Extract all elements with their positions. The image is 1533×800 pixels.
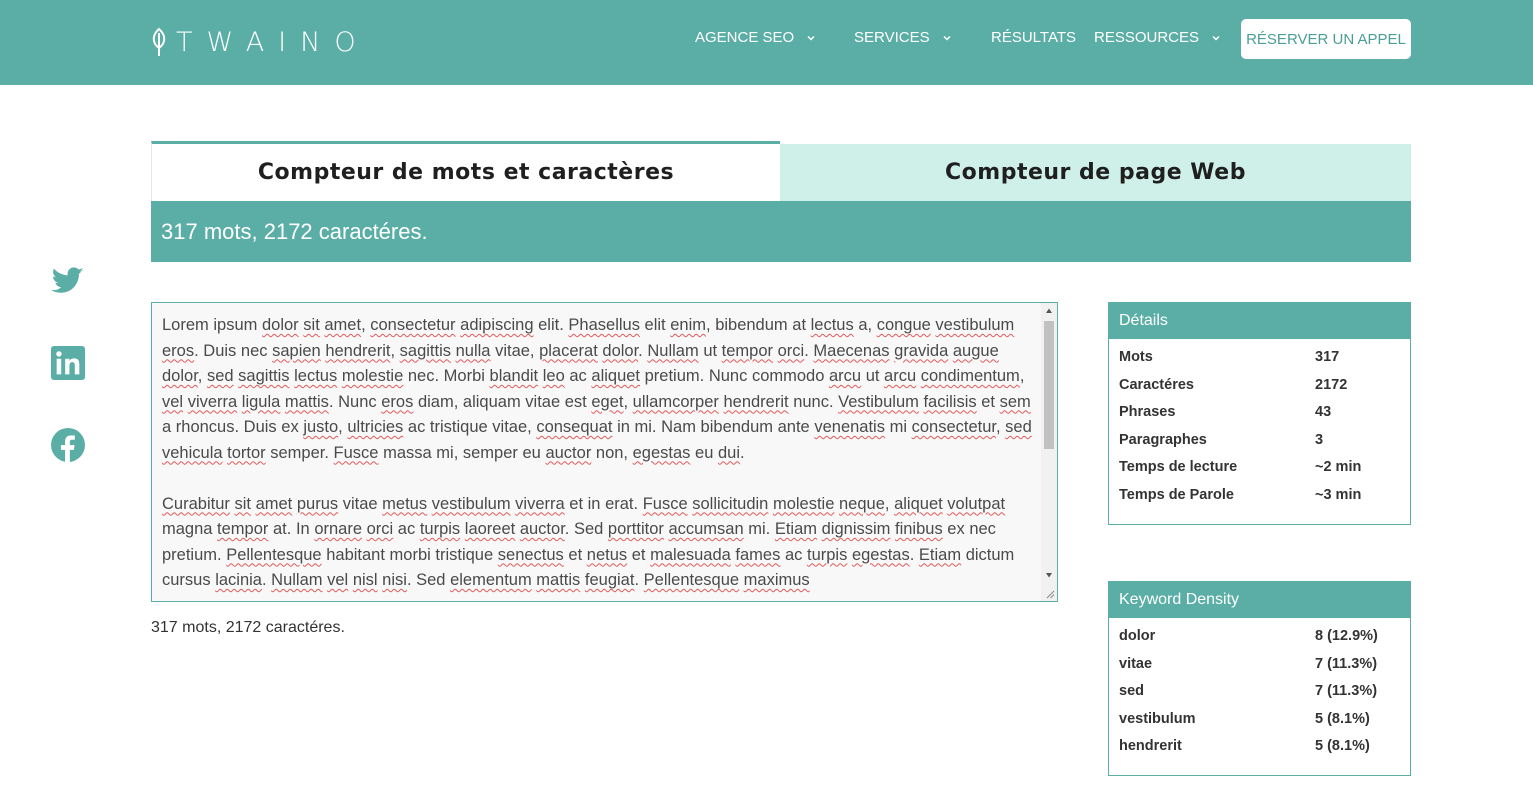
keyword-row — [1109, 650, 1410, 678]
keyword-row-value: 7 (11.3%) — [1315, 655, 1378, 672]
editor-paragraph: Curabitur sit amet purus vitae metus vestibulum viverra et in erat. Fusce sollicitudin molestie neque, aliquet volutpat magna tempor at. In ornare orci ac turpis laoreet auctor. Sed porttitor accumsan mi. Etiam dignissim finibus ex nec pretium. Pellentesque habitant morbi tristique senectus et netus et malesuada fames ac turpis egestas. Etiam dictum cursus lacinia. Nullam vel nisl nisi. Sed elementum mattis feugiat. Pellentesque maximus — [162, 494, 1015, 589]
nav-item-agence-seo[interactable] — [695, 29, 816, 46]
keyword-row — [1109, 677, 1410, 705]
chevron-down-icon — [942, 33, 952, 43]
detail-row — [1109, 453, 1410, 481]
keyword-row — [1109, 732, 1410, 760]
keyword-row-value: 5 (8.1%) — [1315, 738, 1370, 754]
keyword-density-panel — [1108, 581, 1411, 776]
nav-label: AGENCE SEO — [695, 29, 795, 46]
detail-row-label: Mots — [1119, 349, 1153, 365]
nav-item-resultats[interactable] — [991, 29, 1076, 46]
chevron-down-icon — [1211, 33, 1221, 43]
chevron-down-icon — [806, 33, 816, 43]
editor-scrollbar[interactable] — [1041, 303, 1057, 601]
logo[interactable] — [150, 26, 370, 58]
tab-word-counter[interactable]: Compteur de mots et caractères — [151, 141, 780, 201]
resize-handle-icon[interactable] — [1045, 589, 1055, 599]
keyword-row-label: vestibulum — [1119, 710, 1196, 727]
twitter-icon[interactable] — [51, 264, 85, 298]
detail-row — [1109, 398, 1410, 426]
keyword-row-label: dolor — [1119, 628, 1156, 644]
count-banner — [151, 201, 1411, 262]
detail-row-value: ~3 min — [1315, 486, 1362, 503]
keyword-row-label: hendrerit — [1119, 738, 1182, 754]
tab-webpage-counter[interactable]: Compteur de page Web — [780, 144, 1411, 201]
keyword-row — [1109, 622, 1410, 650]
editor-content[interactable] — [162, 313, 1032, 602]
keyword-density-title: Keyword Density — [1109, 582, 1410, 618]
detail-row-label: Temps de lecture — [1119, 459, 1238, 475]
keyword-row-label: sed — [1119, 683, 1144, 699]
leaf-icon — [150, 27, 168, 57]
keyword-row-value: 8 (12.9%) — [1315, 628, 1378, 644]
detail-row — [1109, 343, 1410, 371]
detail-row-label: Phrases — [1119, 404, 1176, 420]
detail-row-label: Paragraphes — [1119, 431, 1207, 448]
detail-row-label: Caractéres — [1119, 376, 1194, 393]
count-banner-text: 317 mots, 2172 caractéres. — [161, 218, 428, 244]
detail-row-value: 3 — [1315, 431, 1324, 448]
editor-paragraph: Lorem ipsum dolor sit amet, consectetur adipiscing elit. Phasellus elit enim, bibendum at lectus a, congue vestibulum eros. Duis nec sapien hendrerit, sagittis nulla vitae, placerat dolor. Nullam ut tempor orci. Maecenas gravida augue dolor, sed sagittis lectus molestie nec. Morbi blandit leo ac aliquet pretium. Nunc commodo arcu ut arcu condimentum, vel viverra ligula mattis. Nunc eros diam, aliquam vitae est eget, ullamcorper hendrerit nunc. Vestibulum facilisis et sem a rhoncus. Duis ex justo, ultricies ac tristique vitae, consequat in mi. Nam bibendum ante venenatis mi consectetur, sed vehicula tortor semper. Fusce massa mi, semper eu auctor non, egestas eu dui. — [162, 316, 1032, 462]
nav-item-ressources[interactable] — [1094, 29, 1221, 46]
word-char-count: 317 mots, 2172 caractéres. — [151, 619, 345, 636]
detail-row — [1109, 481, 1410, 509]
keyword-row-value: 7 (11.3%) — [1315, 683, 1378, 699]
scroll-thumb[interactable] — [1044, 321, 1054, 449]
text-input-area[interactable] — [151, 302, 1058, 602]
linkedin-icon[interactable] — [51, 346, 85, 380]
detail-row — [1109, 426, 1410, 454]
book-call-button[interactable]: RÉSERVER UN APPEL — [1241, 19, 1411, 59]
nav-label: RESSOURCES — [1094, 29, 1200, 46]
keyword-row — [1109, 705, 1410, 733]
keyword-density-rows — [1109, 618, 1410, 760]
keyword-row-value: 5 (8.1%) — [1315, 710, 1370, 727]
nav-label: RÉSULTATS — [991, 29, 1077, 46]
detail-row-value: 317 — [1315, 349, 1340, 365]
facebook-icon[interactable] — [51, 428, 85, 462]
detail-row — [1109, 371, 1410, 399]
details-title: Détails — [1109, 303, 1410, 339]
logo-text: TWAINO — [176, 26, 370, 58]
site-header — [0, 0, 1533, 85]
scroll-up-arrow-icon[interactable] — [1045, 307, 1053, 315]
scroll-down-arrow-icon[interactable] — [1045, 571, 1053, 579]
nav-label: SERVICES — [854, 29, 930, 46]
details-panel — [1108, 302, 1411, 525]
nav-item-services[interactable] — [854, 29, 952, 46]
detail-row-value: ~2 min — [1315, 459, 1362, 475]
detail-row-label: Temps de Parole — [1119, 486, 1234, 503]
details-rows — [1109, 339, 1410, 508]
detail-row-value: 43 — [1315, 404, 1332, 420]
detail-row-value: 2172 — [1315, 376, 1348, 393]
keyword-row-label: vitae — [1119, 655, 1153, 672]
